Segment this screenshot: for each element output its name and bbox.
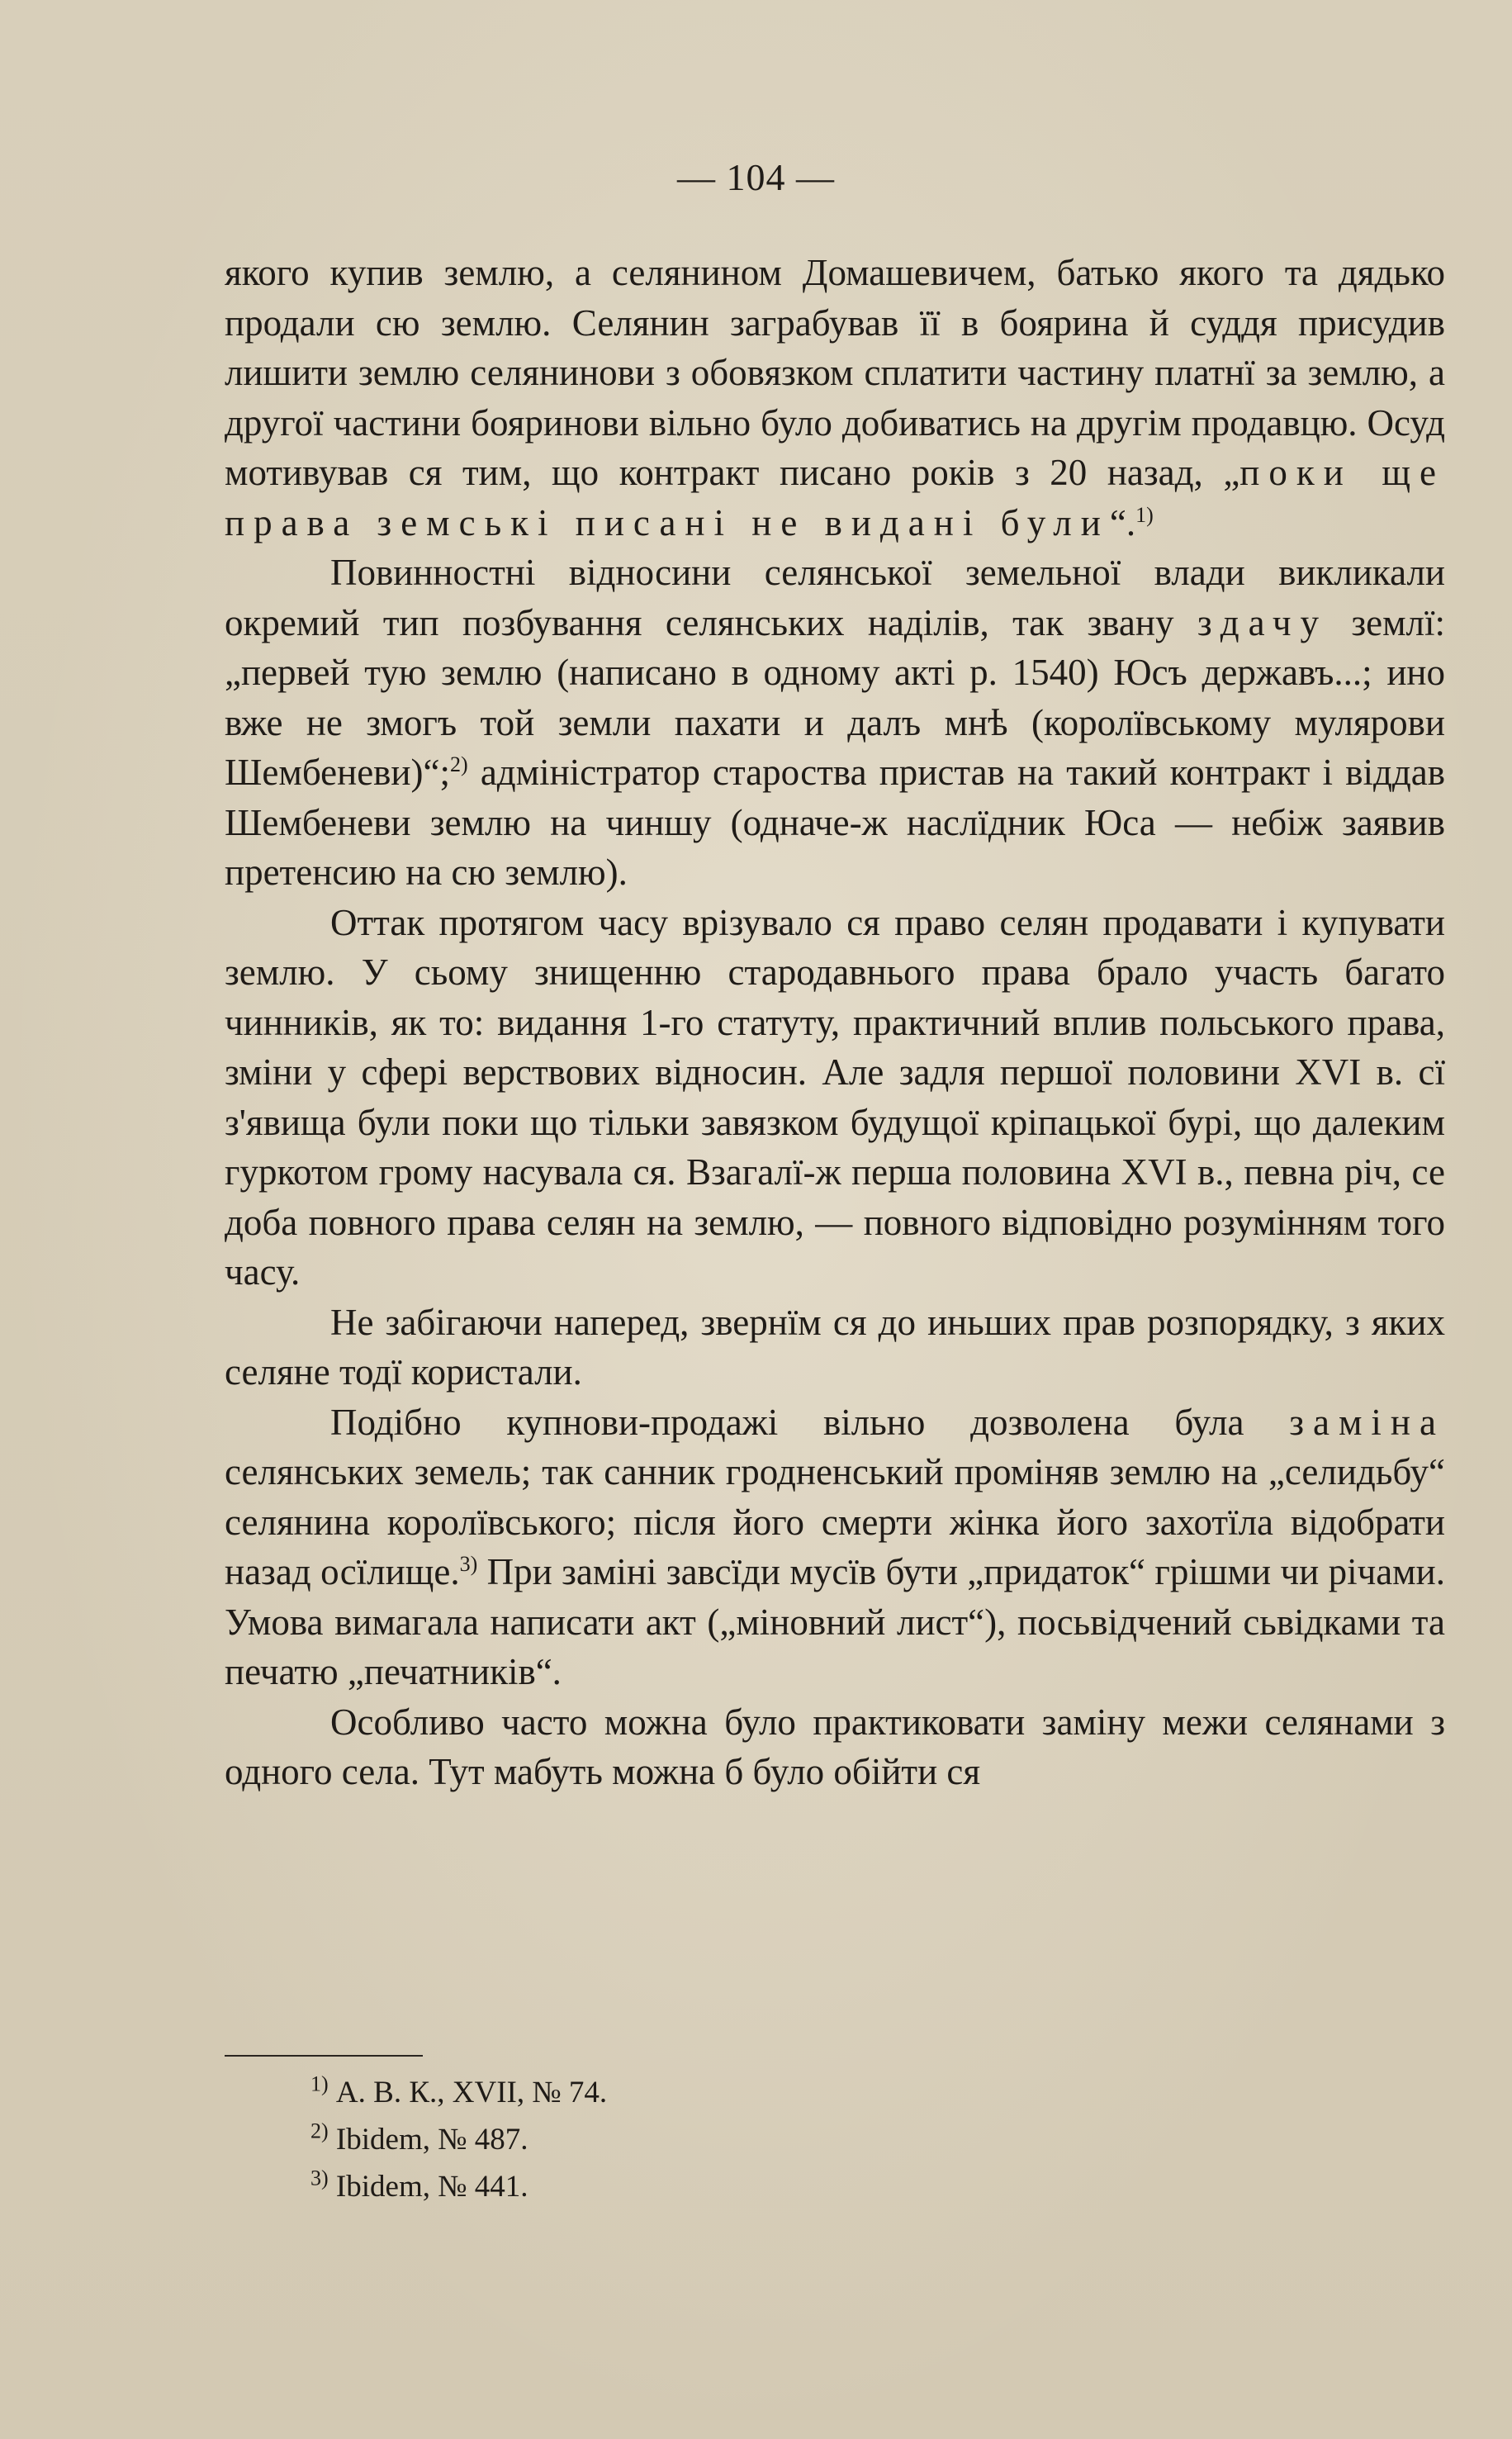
text-run: Не забігаючи наперед, звернїм ся до иньших прав розпорядку, з яких селяне тодї користали. [225, 1301, 1445, 1393]
footnote-text: А. В. К., XVII, № 74. [328, 2076, 608, 2109]
text-run: При заміні завсїди мусїв бути „придаток“ грішми чи річами. Умова вимагала написати акт („міновний лист“), посьвідчений сьвідками та печатю „печатників“. [225, 1551, 1445, 1692]
footnote-reference: 3) [459, 1552, 478, 1576]
paragraph [225, 1697, 1445, 1797]
footnote [310, 2069, 1054, 2116]
footnotes [310, 2069, 1054, 2210]
footnote-mark: 2) [310, 2119, 329, 2143]
text-run: землї: „первей тую землю (написано в одному акті р. 1540) Юсъ державъ...; ино вже не змогъ той земли пахати и далъ мнѣ (королївському мулярови Шембеневи)“; [225, 601, 1446, 793]
paragraph [225, 248, 1445, 548]
footnote-mark: 3) [310, 2166, 329, 2190]
footnote-text: Ibidem, № 487. [328, 2123, 528, 2157]
text-run: Повинностні відносини селянської земельної влади викликали окремий тип позбування селянських наділів, так звану [225, 552, 1445, 643]
text-run: якого купив землю, а селянином Домашевичем, батько якого та дядько продали сю землю. Селянин заграбував її в боярина й суддя присудив лишити землю селянинови з обовязком сплатити частину платнї за землю, а другої частини бояринови вільно було добиватись на другім продавцю. Осуд мотивував ся тим, що контракт писано років з 20 назад, „ [225, 252, 1445, 493]
footnote-mark: 1) [310, 2071, 329, 2096]
text-run: “. [1109, 501, 1136, 543]
spaced-emphasis-text: заміна [1289, 1401, 1445, 1443]
footnote-text: Ibidem, № 441. [328, 2170, 528, 2204]
paragraph [225, 1298, 1445, 1397]
footnote-reference: 1) [1135, 502, 1154, 527]
spaced-emphasis-text: здачу [1197, 601, 1328, 643]
text-run: селянських земель; так санник гродненський проміняв землю на „селидьбу“ селянина королївського; після його смерти жінка його захотїла відобрати назад осїлище. [225, 1451, 1445, 1592]
paragraph [225, 1397, 1445, 1697]
text-run: Оттак протягом часу врізувало ся право селян продавати і купувати землю. У сьому знищенню стародавнього права брало участь багато чинників, як то: видання 1-го статуту, практичний вплив польського права, зміни у сфері верствових відносин. Але задля першої половини XVI в. сї з'явища були поки що тільки завязком будущої кріпацької бурі, що далеким гуркотом грому насувала ся. Взагалї-ж перша половина XVI в., певна річ, се доба повного права селян на землю, — повного відповідно розумінням того часу. [225, 901, 1445, 1293]
text-run: адміністратор староства пристав на такий контракт і віддав Шембеневи землю на чиншу (одначе-ж наслїдник Юса — небіж заявив претенсию на сю землю). [225, 752, 1445, 893]
page-number: — 104 — [677, 156, 835, 198]
body-text [225, 248, 1445, 1797]
paragraph [225, 548, 1445, 898]
footnote-separator [225, 2055, 423, 2057]
text-run: Подібно купнови-продажі вільно дозволена була [330, 1401, 1290, 1443]
footnote [310, 2116, 1054, 2163]
text-run: Особливо часто можна було практиковати заміну межи селянами з одного села. Тут мабуть можна б було обійти ся [225, 1701, 1445, 1792]
footnote-reference: 2) [449, 752, 468, 776]
paragraph [225, 898, 1445, 1298]
footnote [310, 2163, 1054, 2210]
spaced-emphasis-text: поки ще права земські писані не видані були [225, 452, 1445, 543]
